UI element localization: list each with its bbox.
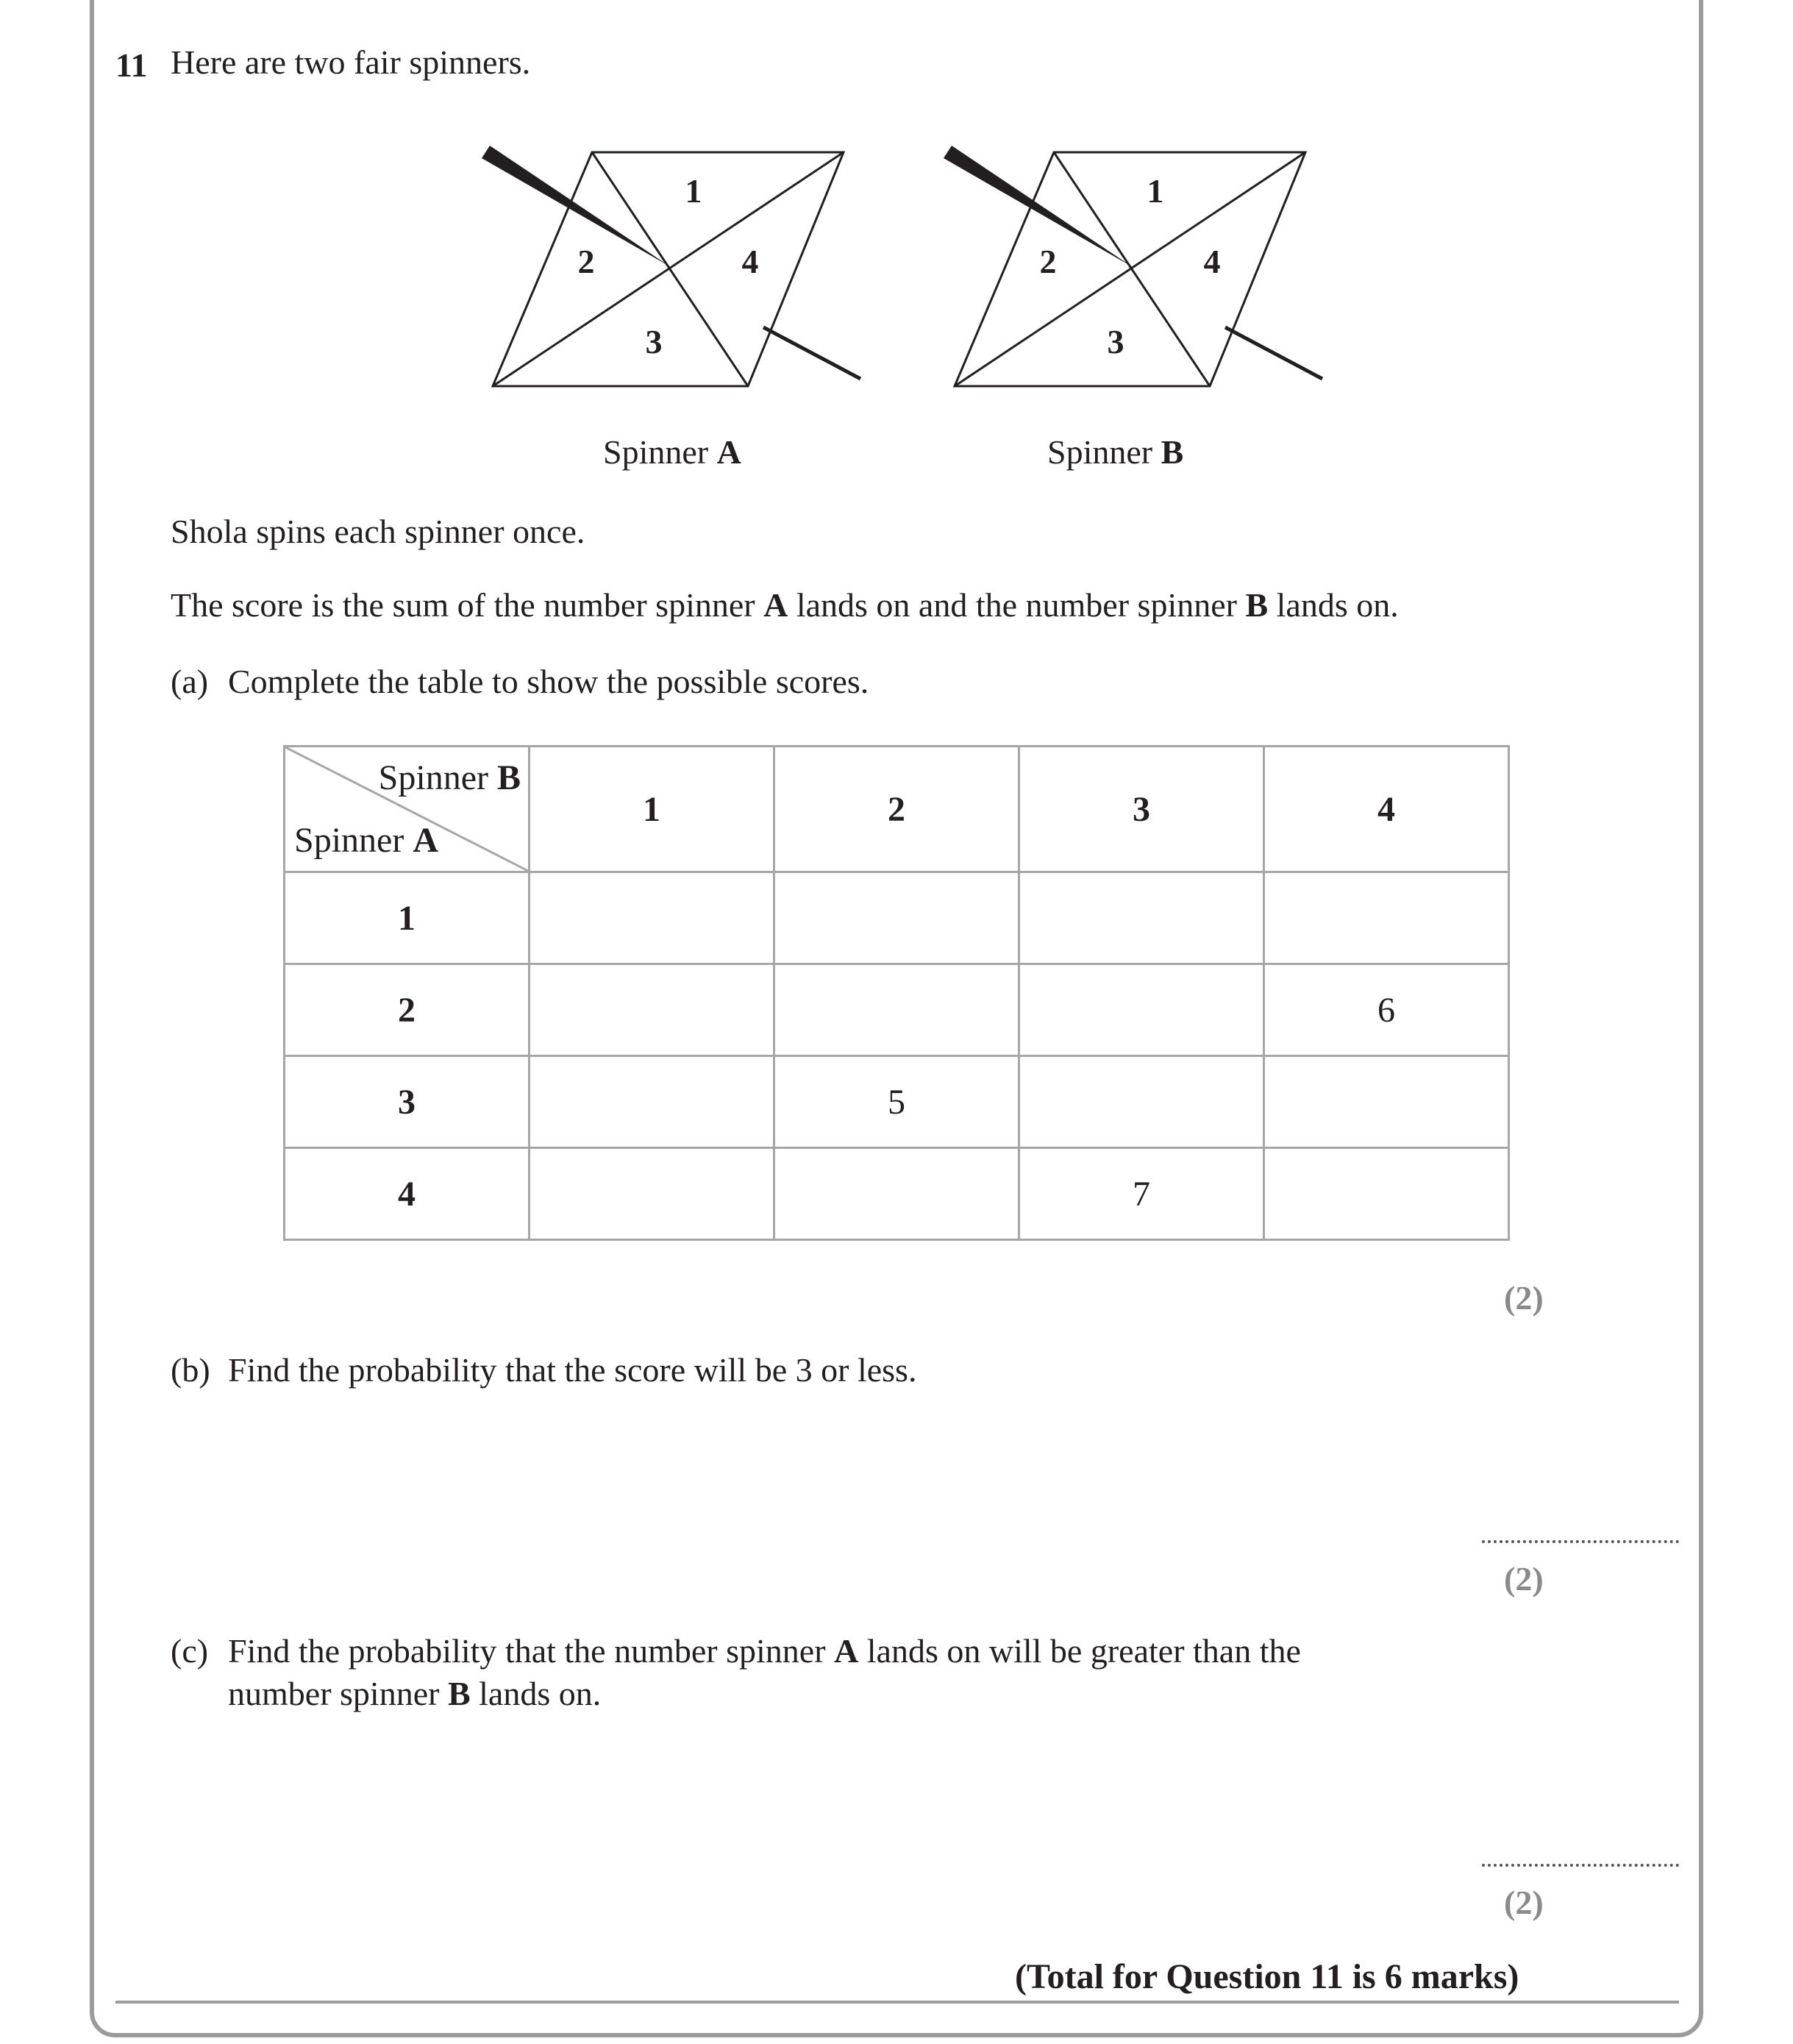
part-a-text: Complete the table to show the possible scores. xyxy=(228,663,869,700)
score-cell[interactable] xyxy=(1019,872,1264,964)
spinner-b-label: Spinner B xyxy=(1047,433,1184,471)
part-c-tag: (c) xyxy=(171,1632,209,1670)
spinner-a-sector-3: 3 xyxy=(645,323,663,360)
spinner-b-diagram xyxy=(933,143,1330,394)
table-row xyxy=(285,1056,1509,1148)
question-intro: Here are two fair spinners. xyxy=(171,43,531,81)
spinner-a-diagram xyxy=(471,143,868,394)
score-cell[interactable] xyxy=(530,872,774,964)
corner-spinner-a-label: Spinner A xyxy=(294,821,438,860)
score-cell[interactable] xyxy=(774,872,1019,964)
table-row xyxy=(285,1148,1509,1240)
part-c-marks: (2) xyxy=(1504,1884,1544,1921)
spinner-a-sector-2: 2 xyxy=(577,243,595,280)
table-row xyxy=(285,964,1509,1056)
statement-line-1: Shola spins each spinner once. xyxy=(171,513,585,550)
score-cell[interactable] xyxy=(530,964,774,1056)
score-cell[interactable] xyxy=(774,1148,1019,1240)
spinner-b-sector-3: 3 xyxy=(1107,323,1124,360)
col-header-3: 3 xyxy=(1019,747,1264,872)
question-number: 11 xyxy=(115,46,148,84)
score-cell[interactable]: 5 xyxy=(774,1056,1019,1148)
score-cell[interactable] xyxy=(530,1056,774,1148)
row-header-1: 1 xyxy=(285,872,530,964)
part-c-text-line-1: Find the probability that the number spinner A lands on will be greater than the xyxy=(228,1632,1301,1670)
col-header-4: 4 xyxy=(1264,747,1509,872)
spinner-b-sector-1: 1 xyxy=(1147,172,1164,210)
spinner-a-sector-4: 4 xyxy=(741,243,759,280)
scores-table xyxy=(283,745,1510,1241)
spinner-a-label: Spinner A xyxy=(603,433,741,471)
score-cell[interactable] xyxy=(1264,1148,1509,1240)
part-a-tag: (a) xyxy=(171,663,209,700)
row-header-3: 3 xyxy=(285,1056,530,1148)
part-a-marks: (2) xyxy=(1504,1279,1544,1317)
question-total: (Total for Question 11 is 6 marks) xyxy=(1015,1957,1519,1996)
col-header-2: 2 xyxy=(774,747,1019,872)
row-header-2: 2 xyxy=(285,964,530,1056)
table-header-row xyxy=(285,747,1509,872)
score-cell[interactable] xyxy=(1019,964,1264,1056)
score-cell[interactable] xyxy=(1264,872,1509,964)
table-row xyxy=(285,872,1509,964)
score-cell[interactable]: 6 xyxy=(1264,964,1509,1056)
spinner-a-sector-1: 1 xyxy=(685,172,702,210)
part-b-text: Find the probability that the score will be 3 or less. xyxy=(228,1351,917,1389)
row-header-4: 4 xyxy=(285,1148,530,1240)
part-b-tag: (b) xyxy=(171,1351,210,1389)
score-cell[interactable] xyxy=(530,1148,774,1240)
corner-spinner-b-label: Spinner B xyxy=(378,758,521,797)
col-header-1: 1 xyxy=(530,747,774,872)
score-cell[interactable] xyxy=(1264,1056,1509,1148)
statement-line-2: The score is the sum of the number spinner A lands on and the number spinner B lands on. xyxy=(171,586,1399,624)
score-cell[interactable] xyxy=(774,964,1019,1056)
score-cell[interactable] xyxy=(1019,1056,1264,1148)
part-b-marks: (2) xyxy=(1504,1560,1544,1598)
spinner-b-sector-2: 2 xyxy=(1039,243,1057,280)
bottom-rule xyxy=(115,2001,1679,2004)
spinner-b-sector-4: 4 xyxy=(1203,243,1221,280)
part-b-answer-line[interactable] xyxy=(1482,1540,1679,1543)
part-c-answer-line[interactable] xyxy=(1482,1864,1679,1867)
score-cell[interactable]: 7 xyxy=(1019,1148,1264,1240)
table-corner-cell xyxy=(285,747,530,872)
part-c-text-line-2: number spinner B lands on. xyxy=(228,1675,602,1712)
